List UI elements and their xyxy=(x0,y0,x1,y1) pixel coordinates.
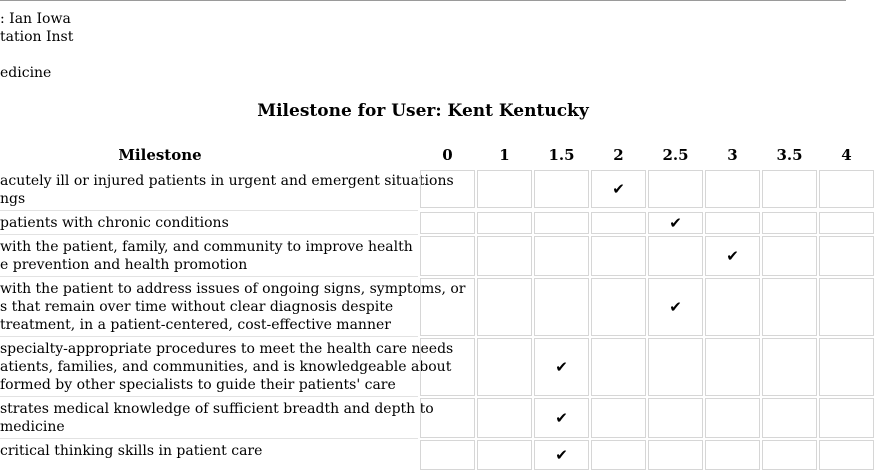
level-cell xyxy=(420,212,475,234)
level-cell xyxy=(819,236,874,276)
level-cell xyxy=(705,278,760,336)
row-divider xyxy=(0,336,418,337)
level-cell xyxy=(762,170,817,208)
milestone-description xyxy=(0,400,434,436)
level-cell xyxy=(420,440,475,470)
checkmark-icon: ✔ xyxy=(555,409,568,427)
level-cell xyxy=(477,398,532,438)
level-cell xyxy=(534,212,589,234)
checkmark-icon: ✔ xyxy=(555,446,568,464)
level-cell xyxy=(762,212,817,234)
level-cell xyxy=(477,338,532,396)
level-cell xyxy=(591,236,646,276)
level-cell xyxy=(705,440,760,470)
row-divider xyxy=(0,396,418,397)
level-cell xyxy=(819,440,874,470)
milestone-description-line: e prevention and health promotion xyxy=(0,257,248,273)
user-name-fragment: : Ian Iowa xyxy=(0,11,71,27)
level-cell xyxy=(819,338,874,396)
level-cell xyxy=(819,278,874,336)
row-divider xyxy=(0,276,418,277)
row-divider xyxy=(0,438,418,439)
level-cell xyxy=(591,440,646,470)
level-cell xyxy=(705,398,760,438)
level-header-3: 3 xyxy=(727,146,738,164)
checkmark-icon: ✔ xyxy=(669,214,682,232)
level-cell xyxy=(534,278,589,336)
level-cell xyxy=(648,398,703,438)
milestone-description xyxy=(0,238,416,274)
level-cell xyxy=(705,170,760,208)
level-cell xyxy=(648,236,703,276)
level-header-0: 0 xyxy=(442,146,453,164)
milestone-column-header: Milestone xyxy=(118,146,202,164)
milestone-description-line: critical thinking skills in patient care xyxy=(0,443,263,459)
milestone-description xyxy=(0,340,454,394)
level-cell xyxy=(534,236,589,276)
level-cell xyxy=(705,338,760,396)
row-divider xyxy=(0,210,418,211)
level-cell xyxy=(762,236,817,276)
level-cell xyxy=(420,170,475,208)
level-cell xyxy=(819,212,874,234)
milestone-description-line: acutely ill or injured patients in urgent and emergent situations xyxy=(0,173,454,189)
level-cell xyxy=(477,236,532,276)
institution-fragment: tation Inst xyxy=(0,29,74,45)
milestone-description-line: specialty-appropriate procedures to meet the health care needs xyxy=(0,341,454,357)
milestone-description-line: patients with chronic conditions xyxy=(0,215,229,231)
milestone-description-line: s that remain over time without clear diagnosis despite xyxy=(0,299,394,315)
level-header-2-5: 2.5 xyxy=(662,146,689,164)
level-cell xyxy=(762,278,817,336)
milestone-description xyxy=(0,172,454,208)
level-header-4: 4 xyxy=(841,146,852,164)
checkmark-icon: ✔ xyxy=(555,358,568,376)
level-cell xyxy=(762,338,817,396)
level-header-1: 1 xyxy=(499,146,510,164)
level-cell xyxy=(420,398,475,438)
milestone-description xyxy=(0,280,466,334)
level-header-3-5: 3.5 xyxy=(776,146,803,164)
level-cell xyxy=(534,170,589,208)
level-cell xyxy=(648,170,703,208)
program-fragment: edicine xyxy=(0,65,52,81)
level-cell xyxy=(762,440,817,470)
level-cell xyxy=(648,440,703,470)
milestone-description-line: with the patient, family, and community to improve health xyxy=(0,239,413,255)
row-divider xyxy=(0,234,418,235)
level-cell xyxy=(705,212,760,234)
milestone-description-line: with the patient to address issues of ongoing signs, symptoms, or xyxy=(0,281,466,297)
level-cell xyxy=(420,338,475,396)
level-cell xyxy=(477,170,532,208)
level-cell xyxy=(477,278,532,336)
milestone-description xyxy=(0,442,416,460)
level-cell xyxy=(591,338,646,396)
level-cell xyxy=(591,278,646,336)
level-header-1-5: 1.5 xyxy=(548,146,575,164)
level-header-2: 2 xyxy=(613,146,624,164)
milestone-description-line: formed by other specialists to guide their patients' care xyxy=(0,377,396,393)
level-cell xyxy=(648,338,703,396)
milestone-description-line: treatment, in a patient-centered, cost-effective manner xyxy=(0,317,391,333)
milestone-description-line: strates medical knowledge of sufficient breadth and depth to xyxy=(0,401,434,417)
milestone-description-line: ngs xyxy=(0,191,26,207)
level-cell xyxy=(819,170,874,208)
level-cell xyxy=(420,278,475,336)
checkmark-icon: ✔ xyxy=(726,247,739,265)
milestone-title: Milestone for User: Kent Kentucky xyxy=(257,101,589,121)
level-cell xyxy=(762,398,817,438)
checkmark-icon: ✔ xyxy=(612,180,625,198)
milestone-description-line: atients, families, and communities, and is knowledgeable about xyxy=(0,359,452,375)
milestone-description-line: medicine xyxy=(0,419,65,435)
level-cell xyxy=(591,398,646,438)
level-cell xyxy=(477,440,532,470)
checkmark-icon: ✔ xyxy=(669,298,682,316)
level-cell xyxy=(819,398,874,438)
level-cell xyxy=(591,212,646,234)
milestone-description xyxy=(0,214,416,232)
level-cell xyxy=(477,212,532,234)
level-cell xyxy=(420,236,475,276)
